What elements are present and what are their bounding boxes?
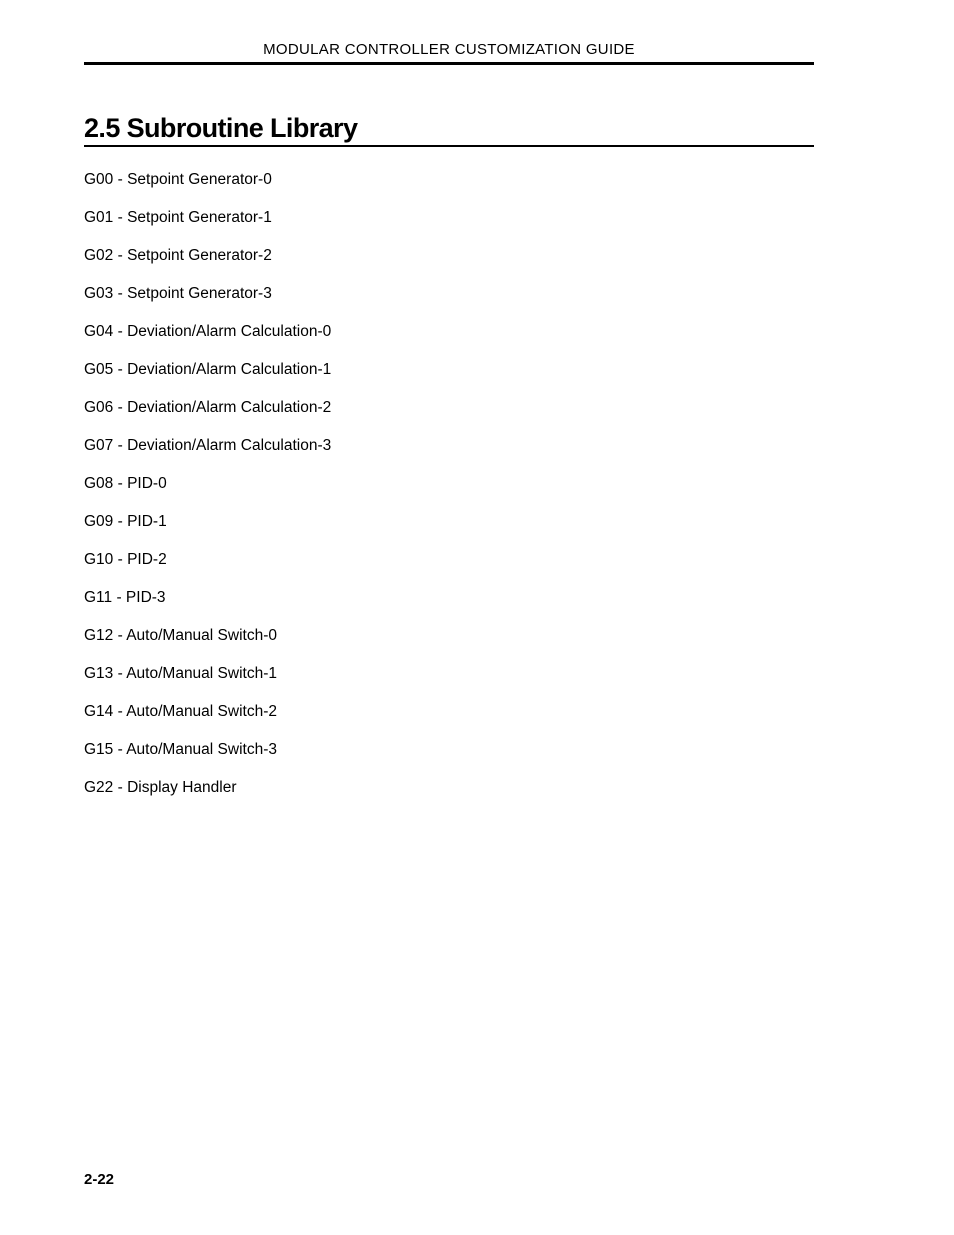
- list-item: G14 - Auto/Manual Switch-2: [84, 703, 277, 720]
- list-item: G09 - PID-1: [84, 513, 167, 530]
- list-item: G05 - Deviation/Alarm Calculation-1: [84, 361, 332, 378]
- subroutine-list: [84, 170, 331, 816]
- page-number: 2-22: [84, 1171, 115, 1188]
- list-item: G02 - Setpoint Generator-2: [84, 247, 272, 264]
- list-item: G08 - PID-0: [84, 475, 167, 492]
- list-item: G22 - Display Handler: [84, 779, 237, 796]
- list-item: G15 - Auto/Manual Switch-3: [84, 741, 277, 758]
- list-item: G01 - Setpoint Generator-1: [84, 209, 272, 226]
- running-header: MODULAR CONTROLLER CUSTOMIZATION GUIDE: [263, 41, 635, 58]
- list-item: G07 - Deviation/Alarm Calculation-3: [84, 437, 332, 454]
- list-item: G00 - Setpoint Generator-0: [84, 171, 272, 188]
- header-rule: [84, 62, 814, 65]
- list-item: G10 - PID-2: [84, 551, 167, 568]
- section-title: 2.5 Subroutine Library: [84, 113, 358, 143]
- list-item: G04 - Deviation/Alarm Calculation-0: [84, 323, 332, 340]
- list-item: G13 - Auto/Manual Switch-1: [84, 665, 277, 682]
- list-item: G03 - Setpoint Generator-3: [84, 285, 272, 302]
- list-item: G11 - PID-3: [84, 589, 166, 606]
- list-item: G06 - Deviation/Alarm Calculation-2: [84, 399, 332, 416]
- title-rule: [84, 145, 814, 147]
- list-item: G12 - Auto/Manual Switch-0: [84, 627, 277, 644]
